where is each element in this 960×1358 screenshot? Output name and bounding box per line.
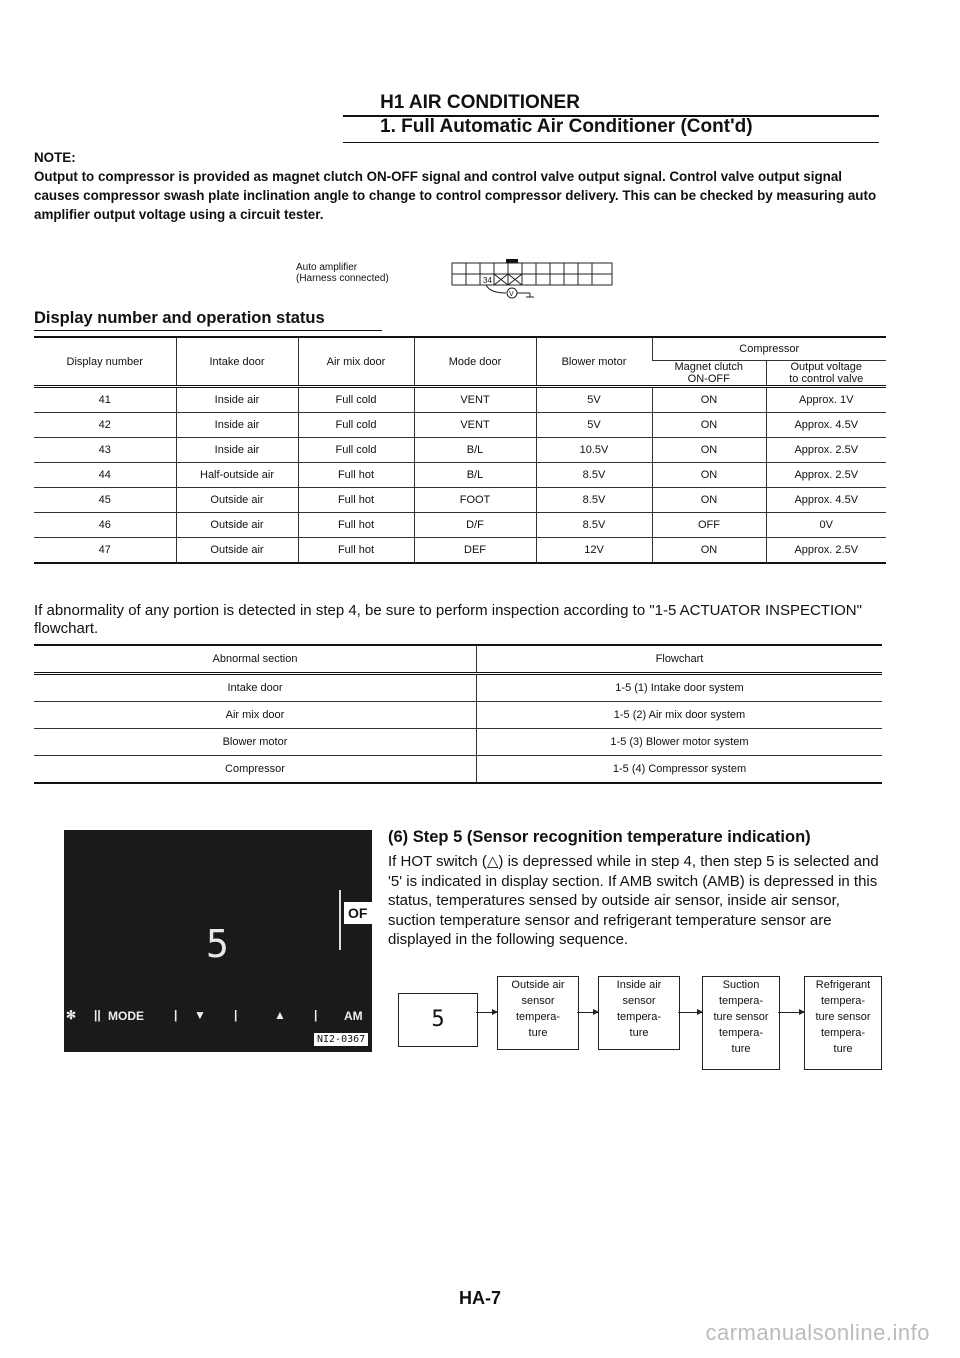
page-header-title: H1 AIR CONDITIONER: [380, 92, 580, 113]
box-line: ture: [833, 1043, 853, 1055]
sequence-start-box: 5: [398, 993, 478, 1047]
box-line: tempera-: [820, 995, 866, 1007]
cell: ON: [652, 387, 766, 413]
cell: Approx. 4.5V: [766, 488, 886, 513]
box-line: Refrigerant: [815, 979, 871, 991]
cell: 1-5 (1) Intake door system: [477, 674, 883, 702]
header-output-voltage-line1: Output voltage: [790, 361, 863, 373]
page-number: HA-7: [458, 1288, 501, 1308]
lcd-digit: 5: [206, 922, 229, 966]
divider-icon: |: [234, 1008, 238, 1022]
am-label: AM: [344, 1009, 363, 1023]
cell: ON: [652, 488, 766, 513]
flowchart-table: [34, 644, 882, 784]
divider-icon: |: [174, 1008, 178, 1022]
down-arrow-icon: ▼: [194, 1008, 206, 1022]
box-line: Suction: [722, 979, 760, 991]
header-display-number: Display number: [66, 355, 143, 368]
cell: Approx. 4.5V: [766, 413, 886, 438]
table-row: [34, 674, 882, 702]
cell: Inside air: [176, 438, 298, 463]
box-line: ture sensor: [815, 1011, 871, 1023]
box-line: tempera-: [515, 1011, 561, 1023]
connector-latch: [506, 259, 518, 263]
note-text: Output to compressor is provided as magnet clutch ON-OFF signal and control valve output signal. Control valve output signal causes compressor swash plate inclination angle to change to control compressor delivery. This can be checked by measuring auto amplifier output voltage using a circuit tester.: [34, 169, 877, 222]
cell: 44: [34, 463, 176, 488]
box-line: tempera-: [718, 1027, 764, 1039]
table-row: [34, 538, 886, 564]
section-rule: [343, 142, 879, 143]
table-row: [34, 513, 886, 538]
cell: Outside air: [176, 488, 298, 513]
fan-icon: ✻: [66, 1008, 77, 1022]
header-blower-motor: Blower motor: [536, 337, 652, 387]
amplifier-label: [296, 262, 389, 284]
header-compressor: Compressor: [652, 337, 886, 361]
amplifier-label-line2: (Harness connected): [296, 273, 389, 284]
table-row: [34, 463, 886, 488]
cell: ON: [652, 413, 766, 438]
step5-text: If HOT switch (△) is depressed while in step 4, then step 5 is selected and '5' is indicated in display section. If AMB switch (AMB) is depressed in this status, temperatures sensed by outside air sensor, inside air sensor, suction temperature sensor and refrigerant temperature sensor are displayed in the following sequence.: [388, 853, 879, 948]
box-line: sensor: [622, 995, 656, 1007]
header-flowchart: Flowchart: [655, 653, 704, 665]
table-row: [34, 488, 886, 513]
cell: Half-outside air: [176, 463, 298, 488]
cell: Approx. 2.5V: [766, 463, 886, 488]
connector-diagram: [450, 259, 620, 299]
mode-label: MODE: [108, 1009, 144, 1023]
sequence-arrow: [678, 1012, 702, 1013]
inside-air-box: [598, 976, 680, 1050]
cell: Full hot: [298, 538, 414, 564]
cell: FOOT: [414, 488, 536, 513]
cell: Air mix door: [34, 702, 477, 729]
header-output-voltage: [766, 361, 886, 387]
table-row: [34, 702, 882, 729]
cell: Blower motor: [34, 729, 477, 756]
box-line: ture: [629, 1027, 649, 1039]
cell: 12V: [536, 538, 652, 564]
header-magnet-clutch: [652, 361, 766, 387]
header-output-voltage-line2: to control valve: [789, 373, 864, 385]
display-section-rule: [34, 330, 382, 331]
cell: Full hot: [298, 513, 414, 538]
lcd-display-photo: [64, 830, 372, 1052]
cell: 5V: [536, 387, 652, 413]
abnormality-paragraph: If abnormality of any portion is detected in step 4, be sure to perform inspection according to "1-5 ACTUATOR INSPECTION" flowchart.: [34, 602, 862, 637]
sequence-arrow: [476, 1012, 497, 1013]
sequence-arrow: [778, 1012, 804, 1013]
cell: Outside air: [176, 538, 298, 564]
cell: 43: [34, 438, 176, 463]
cell: 8.5V: [536, 513, 652, 538]
cell: Inside air: [176, 387, 298, 413]
table-row: [34, 729, 882, 756]
box-line: Outside air: [511, 979, 565, 991]
note-block: [34, 148, 884, 224]
cell: VENT: [414, 387, 536, 413]
header-air-mix-door: Air mix door: [298, 337, 414, 387]
sequence-arrow: [577, 1012, 598, 1013]
cell: 42: [34, 413, 176, 438]
refrigerant-temp-box: [804, 976, 882, 1070]
header-magnet-clutch-line1: Magnet clutch: [674, 361, 743, 373]
cell: B/L: [414, 438, 536, 463]
divider-icon: |: [314, 1008, 318, 1022]
figure-code: NI2-0367: [314, 1033, 368, 1046]
box-line: ture: [731, 1043, 751, 1055]
voltmeter-label: V: [509, 291, 514, 298]
table-row: [34, 438, 886, 463]
cell: 8.5V: [536, 488, 652, 513]
box-line: ture: [528, 1027, 548, 1039]
cell: Compressor: [34, 756, 477, 784]
box-line: tempera-: [616, 1011, 662, 1023]
cell: ON: [652, 438, 766, 463]
amplifier-label-line1: Auto amplifier: [296, 262, 358, 273]
up-arrow-icon: ▲: [274, 1008, 286, 1022]
cell: 1-5 (2) Air mix door system: [477, 702, 883, 729]
box-line: Inside air: [616, 979, 662, 991]
header-mode-door: Mode door: [414, 337, 536, 387]
lcd-off-label: OF: [344, 902, 376, 924]
lcd-button-row: [64, 1006, 372, 1028]
outside-air-box: [497, 976, 579, 1050]
cell: 41: [34, 387, 176, 413]
cell: DEF: [414, 538, 536, 564]
suction-temp-box: [702, 976, 780, 1070]
box-line: sensor: [521, 995, 555, 1007]
cell: Approx. 2.5V: [766, 438, 886, 463]
cell: Full cold: [298, 438, 414, 463]
table-row: [34, 413, 886, 438]
header-abnormal-section: Abnormal section: [34, 645, 477, 674]
cell: 46: [34, 513, 176, 538]
cell: Intake door: [34, 674, 477, 702]
step5-title: (6) Step 5 (Sensor recognition temperature indication): [388, 828, 811, 846]
cell: Full cold: [298, 413, 414, 438]
cell: 1-5 (4) Compressor system: [477, 756, 883, 784]
cell: D/F: [414, 513, 536, 538]
header-intake-door: Intake door: [176, 337, 298, 387]
box-line: tempera-: [718, 995, 764, 1007]
terminal-label: 34: [483, 276, 492, 285]
cell: VENT: [414, 413, 536, 438]
display-status-table: [34, 336, 886, 564]
cell: 8.5V: [536, 463, 652, 488]
cell: Approx. 2.5V: [766, 538, 886, 564]
display-section-heading: Display number and operation status: [34, 309, 325, 327]
cell: 1-5 (3) Blower motor system: [477, 729, 883, 756]
cell: ON: [652, 463, 766, 488]
lcd-divider: [339, 890, 341, 950]
divider-icon: ||: [94, 1008, 101, 1022]
cell: B/L: [414, 463, 536, 488]
box-line: tempera-: [820, 1027, 866, 1039]
cell: 10.5V: [536, 438, 652, 463]
table-row: [34, 387, 886, 413]
cell: Approx. 1V: [766, 387, 886, 413]
cell: ON: [652, 538, 766, 564]
table-row: [34, 756, 882, 784]
cell: Full hot: [298, 488, 414, 513]
cell: Full hot: [298, 463, 414, 488]
cell: Full cold: [298, 387, 414, 413]
header-magnet-clutch-line2: ON-OFF: [687, 373, 730, 385]
cell: Outside air: [176, 513, 298, 538]
watermark: carmanualsonline.info: [705, 1320, 930, 1345]
note-label: NOTE:: [34, 150, 76, 165]
box-line: ture sensor: [713, 1011, 769, 1023]
cell: 47: [34, 538, 176, 564]
cell: 0V: [766, 513, 886, 538]
cell: 5V: [536, 413, 652, 438]
section-title: 1. Full Automatic Air Conditioner (Cont'd): [380, 116, 753, 137]
cell: OFF: [652, 513, 766, 538]
cell: Inside air: [176, 413, 298, 438]
cell: 45: [34, 488, 176, 513]
